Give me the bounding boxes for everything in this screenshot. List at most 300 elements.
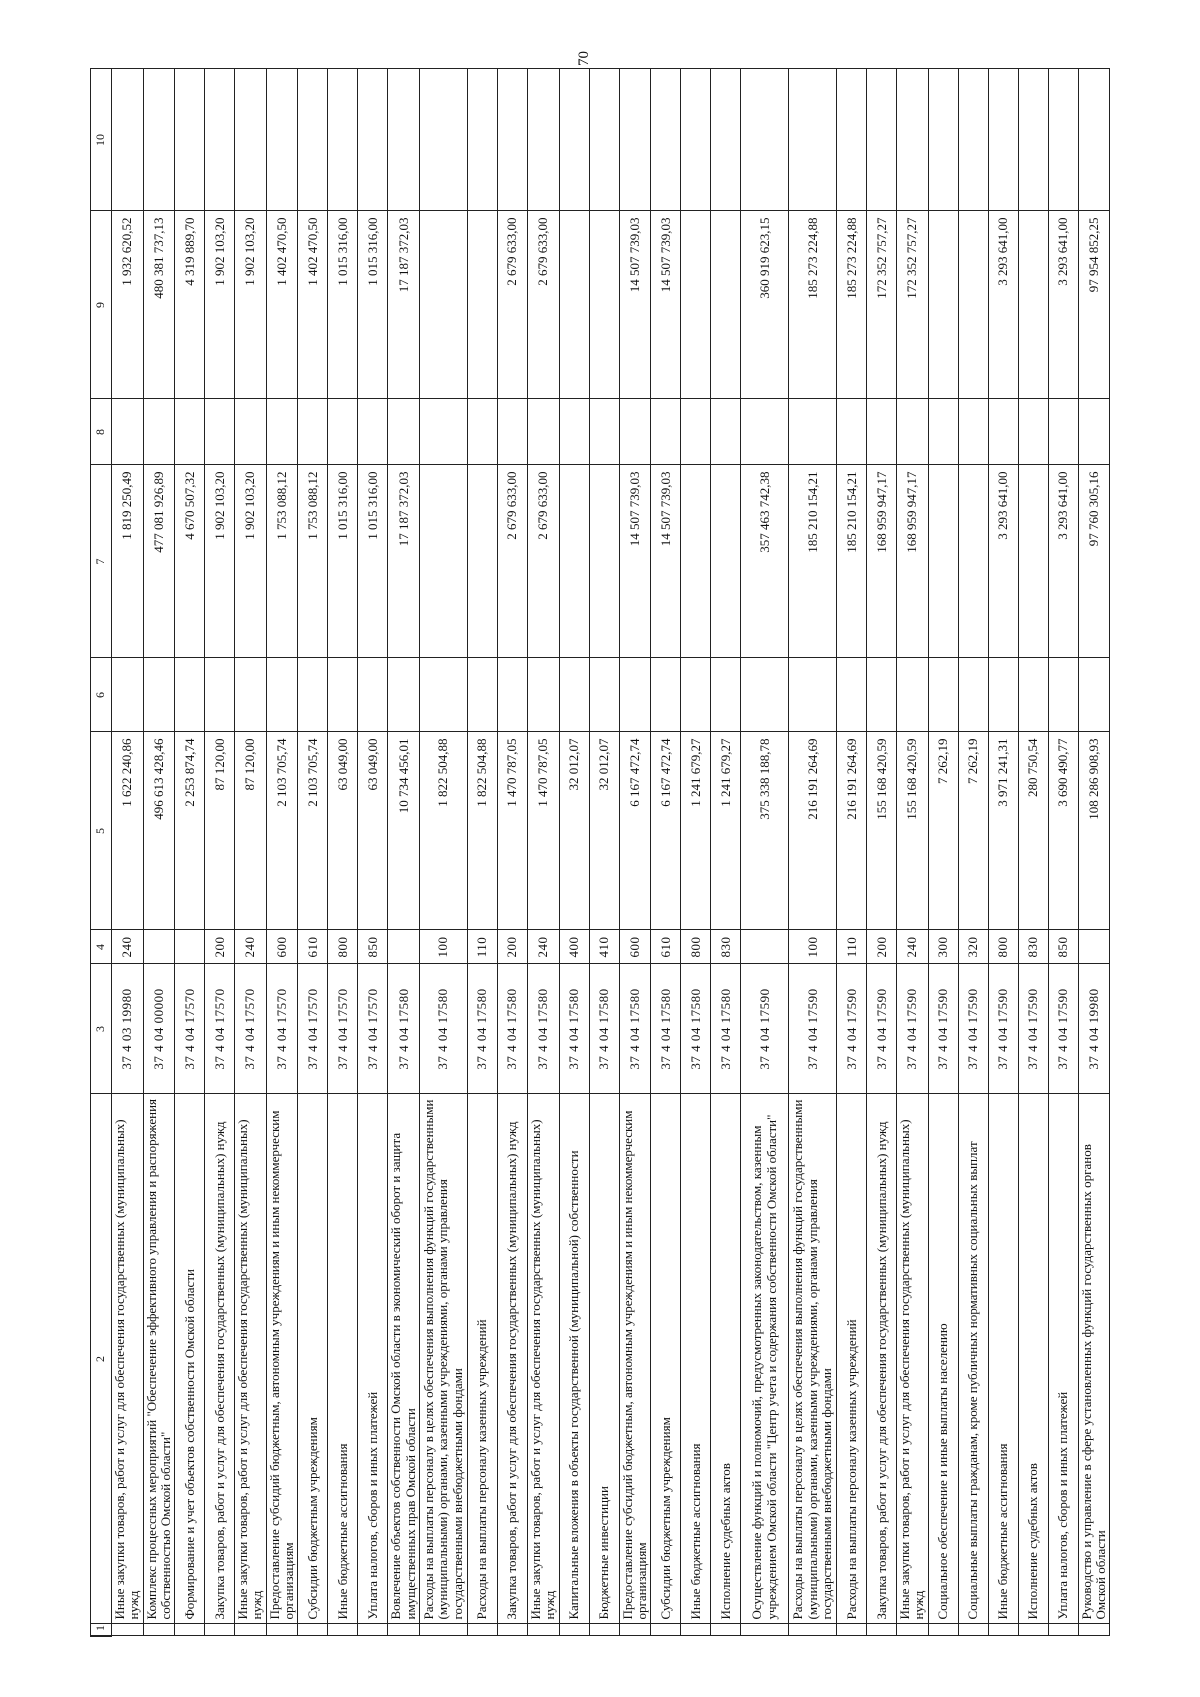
table-row: [467, 69, 497, 1636]
col-header-7: 7: [91, 465, 112, 658]
row-col7-cell: [419, 465, 467, 658]
row-col9-cell: [958, 211, 988, 399]
row-type-code-cell: 850: [1048, 930, 1078, 964]
row-col8-cell: [419, 399, 467, 465]
row-index-cell: [681, 1624, 711, 1636]
row-code-cell: 37 4 04 17580: [497, 964, 527, 1094]
row-type-code-cell: 830: [711, 930, 741, 964]
row-col7-cell: 2 679 633,00: [527, 465, 559, 658]
row-col6-cell: [789, 658, 837, 732]
row-col5-cell: 3 690 490,77: [1048, 732, 1078, 930]
row-col8-cell: [175, 399, 205, 465]
table-row: [266, 69, 298, 1636]
row-index-cell: [497, 1624, 527, 1636]
row-col6-cell: [143, 658, 175, 732]
row-name-cell: Вовлечение объектов собственности Омской области в экономический оборот и защита имущественных прав Омской области: [388, 1094, 420, 1624]
row-code-cell: 37 4 04 19980: [1078, 964, 1110, 1094]
row-col9-cell: 4 319 889,70: [175, 211, 205, 399]
row-code-cell: 37 4 04 17590: [789, 964, 837, 1094]
row-index-cell: [589, 1624, 619, 1636]
row-col8-cell: [1048, 399, 1078, 465]
row-index-cell: [266, 1624, 298, 1636]
row-col9-cell: 14 507 739,03: [619, 211, 651, 399]
row-col10-cell: [837, 69, 867, 211]
table-row: [112, 69, 144, 1636]
row-index-cell: [175, 1624, 205, 1636]
row-index-cell: [1078, 1624, 1110, 1636]
row-type-code-cell: 400: [559, 930, 589, 964]
row-col7-cell: 14 507 739,03: [651, 465, 681, 658]
row-col7-cell: 4 670 507,32: [175, 465, 205, 658]
row-col10-cell: [789, 69, 837, 211]
row-col9-cell: 2 679 633,00: [497, 211, 527, 399]
row-col9-cell: 17 187 372,03: [388, 211, 420, 399]
row-col6-cell: [298, 658, 328, 732]
row-col9-cell: [1018, 211, 1048, 399]
budget-table-page: [90, 70, 1158, 1637]
row-code-cell: 37 4 04 17570: [298, 964, 328, 1094]
row-name-cell: Исполнение судебных актов: [1018, 1094, 1048, 1624]
row-col9-cell: 1 932 620,52: [112, 211, 144, 399]
row-col9-cell: 3 293 641,00: [988, 211, 1018, 399]
row-col5-cell: 3 971 241,31: [988, 732, 1018, 930]
row-col10-cell: [867, 69, 897, 211]
table-row: [328, 69, 358, 1636]
row-col10-cell: [527, 69, 559, 211]
row-col5-cell: 375 338 188,78: [741, 732, 789, 930]
row-col9-cell: 480 381 737,13: [143, 211, 175, 399]
row-col10-cell: [112, 69, 144, 211]
row-index-cell: [619, 1624, 651, 1636]
row-col5-cell: 32 012,07: [559, 732, 589, 930]
row-col8-cell: [589, 399, 619, 465]
row-name-cell: Руководство и управление в сфере установленных функций государственных органов Омской области: [1078, 1094, 1110, 1624]
row-index-cell: [928, 1624, 958, 1636]
row-col7-cell: 1 753 088,12: [266, 465, 298, 658]
row-type-code-cell: [1078, 930, 1110, 964]
row-index-cell: [467, 1624, 497, 1636]
row-type-code-cell: 240: [235, 930, 267, 964]
row-index-cell: [651, 1624, 681, 1636]
row-col8-cell: [358, 399, 388, 465]
row-col8-cell: [867, 399, 897, 465]
row-col5-cell: 216 191 264,69: [789, 732, 837, 930]
col-header-6: 6: [91, 658, 112, 732]
row-col9-cell: 14 507 739,03: [651, 211, 681, 399]
row-col10-cell: [651, 69, 681, 211]
row-col8-cell: [235, 399, 267, 465]
row-col6-cell: [527, 658, 559, 732]
row-col8-cell: [897, 399, 929, 465]
row-col8-cell: [298, 399, 328, 465]
table-row: [205, 69, 235, 1636]
row-code-cell: 37 4 04 17580: [589, 964, 619, 1094]
row-type-code-cell: [143, 930, 175, 964]
row-col5-cell: 6 167 472,74: [619, 732, 651, 930]
col-header-3: 3: [91, 964, 112, 1094]
row-col6-cell: [205, 658, 235, 732]
row-name-cell: Расходы на выплаты персоналу в целях обеспечения выполнения функций государственными (муниципальными) органами, казенными учреждениями, органами управления государственными внебюджетными фондами: [419, 1094, 467, 1624]
row-type-code-cell: 300: [928, 930, 958, 964]
row-col6-cell: [589, 658, 619, 732]
row-type-code-cell: 600: [619, 930, 651, 964]
col-header-8: 8: [91, 399, 112, 465]
row-col7-cell: 2 679 633,00: [497, 465, 527, 658]
row-name-cell: Иные бюджетные ассигнования: [988, 1094, 1018, 1624]
table-row: [651, 69, 681, 1636]
row-code-cell: 37 4 04 17580: [419, 964, 467, 1094]
row-name-cell: Закупка товаров, работ и услуг для обеспечения государственных (муниципальных) нужд: [867, 1094, 897, 1624]
row-col5-cell: 63 049,00: [358, 732, 388, 930]
row-col5-cell: 7 262,19: [928, 732, 958, 930]
row-code-cell: 37 4 04 17590: [837, 964, 867, 1094]
row-name-cell: Комплекс процессных мероприятий "Обеспечение эффективного управления и распоряжения собственностью Омской области": [143, 1094, 175, 1624]
row-col10-cell: [741, 69, 789, 211]
row-col7-cell: 3 293 641,00: [1048, 465, 1078, 658]
col-header-5: 5: [91, 732, 112, 930]
row-index-cell: [235, 1624, 267, 1636]
row-col7-cell: [928, 465, 958, 658]
row-code-cell: 37 4 04 17590: [741, 964, 789, 1094]
row-col5-cell: 155 168 420,59: [897, 732, 929, 930]
row-col9-cell: 1 015 316,00: [328, 211, 358, 399]
row-name-cell: Иные закупки товаров, работ и услуг для обеспечения государственных (муниципальных) нужд: [897, 1094, 929, 1624]
row-col7-cell: 1 015 316,00: [358, 465, 388, 658]
row-type-code-cell: 240: [897, 930, 929, 964]
row-index-cell: [789, 1624, 837, 1636]
row-col10-cell: [928, 69, 958, 211]
row-code-cell: 37 4 04 17580: [559, 964, 589, 1094]
table-row: [619, 69, 651, 1636]
row-col9-cell: 185 273 224,88: [789, 211, 837, 399]
row-col7-cell: 168 959 947,17: [867, 465, 897, 658]
row-type-code-cell: 110: [467, 930, 497, 964]
row-type-code-cell: 410: [589, 930, 619, 964]
table-row: [235, 69, 267, 1636]
row-name-cell: Капитальные вложения в объекты государственной (муниципальной) собственности: [559, 1094, 589, 1624]
row-code-cell: 37 4 04 17590: [897, 964, 929, 1094]
table-row: [789, 69, 837, 1636]
row-col9-cell: 172 352 757,27: [867, 211, 897, 399]
row-col6-cell: [112, 658, 144, 732]
row-col5-cell: 280 750,54: [1018, 732, 1048, 930]
col-header-1: 1: [91, 1624, 112, 1636]
column-number-row: [91, 69, 112, 1636]
row-col5-cell: 108 286 908,93: [1078, 732, 1110, 930]
row-col6-cell: [1018, 658, 1048, 732]
row-type-code-cell: 240: [527, 930, 559, 964]
row-col10-cell: [388, 69, 420, 211]
row-col6-cell: [1048, 658, 1078, 732]
row-type-code-cell: [741, 930, 789, 964]
row-col5-cell: 1 470 787,05: [497, 732, 527, 930]
row-col8-cell: [143, 399, 175, 465]
table-row: [1048, 69, 1078, 1636]
row-code-cell: 37 4 04 17580: [527, 964, 559, 1094]
row-name-cell: Социальное обеспечение и иные выплаты населению: [928, 1094, 958, 1624]
table-row: [711, 69, 741, 1636]
row-index-cell: [1018, 1624, 1048, 1636]
row-col5-cell: 63 049,00: [328, 732, 358, 930]
row-type-code-cell: [175, 930, 205, 964]
row-col9-cell: 1 402 470,50: [298, 211, 328, 399]
row-code-cell: 37 4 04 17590: [958, 964, 988, 1094]
row-col7-cell: 3 293 641,00: [988, 465, 1018, 658]
row-col5-cell: 1 822 504,88: [467, 732, 497, 930]
row-col10-cell: [175, 69, 205, 211]
row-col6-cell: [897, 658, 929, 732]
row-col5-cell: 1 241 679,27: [681, 732, 711, 930]
row-code-cell: 37 4 04 00000: [143, 964, 175, 1094]
row-col10-cell: [1078, 69, 1110, 211]
row-col7-cell: 185 210 154,21: [789, 465, 837, 658]
row-col7-cell: 1 015 316,00: [328, 465, 358, 658]
row-col9-cell: 3 293 641,00: [1048, 211, 1078, 399]
row-col9-cell: [711, 211, 741, 399]
row-type-code-cell: 200: [205, 930, 235, 964]
row-type-code-cell: 830: [1018, 930, 1048, 964]
row-col8-cell: [651, 399, 681, 465]
row-col7-cell: [711, 465, 741, 658]
row-col10-cell: [988, 69, 1018, 211]
row-type-code-cell: [388, 930, 420, 964]
row-col10-cell: [467, 69, 497, 211]
row-col6-cell: [328, 658, 358, 732]
row-index-cell: [358, 1624, 388, 1636]
row-name-cell: Уплата налогов, сборов и иных платежей: [358, 1094, 388, 1624]
row-col6-cell: [175, 658, 205, 732]
row-type-code-cell: 200: [867, 930, 897, 964]
col-header-10: 10: [91, 69, 112, 211]
row-col6-cell: [559, 658, 589, 732]
row-col7-cell: 477 081 926,89: [143, 465, 175, 658]
row-col10-cell: [419, 69, 467, 211]
row-index-cell: [388, 1624, 420, 1636]
row-col5-cell: 2 103 705,74: [298, 732, 328, 930]
row-code-cell: 37 4 04 17570: [328, 964, 358, 1094]
row-col9-cell: 1 902 103,20: [235, 211, 267, 399]
row-name-cell: Субсидии бюджетным учреждениям: [651, 1094, 681, 1624]
row-col5-cell: 32 012,07: [589, 732, 619, 930]
budget-table: [90, 69, 1110, 1638]
row-code-cell: 37 4 04 17580: [619, 964, 651, 1094]
table-row: [988, 69, 1018, 1636]
table-row: [837, 69, 867, 1636]
row-col5-cell: 1 622 240,86: [112, 732, 144, 930]
row-col8-cell: [711, 399, 741, 465]
row-index-cell: [741, 1624, 789, 1636]
row-index-cell: [559, 1624, 589, 1636]
row-col5-cell: 216 191 264,69: [837, 732, 867, 930]
row-col10-cell: [711, 69, 741, 211]
row-col5-cell: 7 262,19: [958, 732, 988, 930]
table-row: [497, 69, 527, 1636]
row-type-code-cell: 320: [958, 930, 988, 964]
row-col7-cell: 97 760 305,16: [1078, 465, 1110, 658]
row-col7-cell: [1018, 465, 1048, 658]
row-name-cell: Бюджетные инвестиции: [589, 1094, 619, 1624]
page-number: 70: [575, 50, 592, 66]
row-col10-cell: [589, 69, 619, 211]
row-index-cell: [958, 1624, 988, 1636]
row-col8-cell: [328, 399, 358, 465]
row-name-cell: Закупка товаров, работ и услуг для обеспечения государственных (муниципальных) нужд: [497, 1094, 527, 1624]
row-col7-cell: 357 463 742,38: [741, 465, 789, 658]
row-index-cell: [328, 1624, 358, 1636]
row-name-cell: Уплата налогов, сборов и иных платежей: [1048, 1094, 1078, 1624]
row-col10-cell: [143, 69, 175, 211]
row-name-cell: Предоставление субсидий бюджетным, автономным учреждениям и иным некоммерческим организациям: [266, 1094, 298, 1624]
row-col6-cell: [837, 658, 867, 732]
row-index-cell: [1048, 1624, 1078, 1636]
row-col8-cell: [205, 399, 235, 465]
row-code-cell: 37 4 04 17570: [175, 964, 205, 1094]
row-col6-cell: [988, 658, 1018, 732]
row-col6-cell: [958, 658, 988, 732]
row-code-cell: 37 4 04 17580: [388, 964, 420, 1094]
row-col7-cell: 14 507 739,03: [619, 465, 651, 658]
row-col6-cell: [266, 658, 298, 732]
row-name-cell: Формирование и учет объектов собственности Омской области: [175, 1094, 205, 1624]
row-col10-cell: [205, 69, 235, 211]
row-col7-cell: 168 959 947,17: [897, 465, 929, 658]
row-name-cell: Расходы на выплаты персоналу в целях обеспечения выполнения функций государственными (муниципальными) органами, казенными учреждениями, органами управления государственными внебюджетными фондами: [789, 1094, 837, 1624]
row-col5-cell: 87 120,00: [205, 732, 235, 930]
table-body: [112, 69, 1110, 1636]
row-code-cell: 37 4 04 17580: [681, 964, 711, 1094]
row-code-cell: 37 4 04 17590: [988, 964, 1018, 1094]
table-row: [388, 69, 420, 1636]
row-col9-cell: [928, 211, 958, 399]
row-type-code-cell: 600: [266, 930, 298, 964]
row-col7-cell: 185 210 154,21: [837, 465, 867, 658]
row-col8-cell: [467, 399, 497, 465]
row-code-cell: 37 4 04 17570: [205, 964, 235, 1094]
row-name-cell: Предоставление субсидий бюджетным, автономным учреждениям и иным некоммерческим организациям: [619, 1094, 651, 1624]
row-col9-cell: [589, 211, 619, 399]
row-index-cell: [205, 1624, 235, 1636]
row-col8-cell: [388, 399, 420, 465]
row-col8-cell: [1078, 399, 1110, 465]
row-col10-cell: [328, 69, 358, 211]
row-col5-cell: 2 253 874,74: [175, 732, 205, 930]
row-code-cell: 37 4 04 17580: [651, 964, 681, 1094]
row-col8-cell: [497, 399, 527, 465]
row-col5-cell: 6 167 472,74: [651, 732, 681, 930]
table-row: [589, 69, 619, 1636]
row-index-cell: [298, 1624, 328, 1636]
row-col5-cell: 1 470 787,05: [527, 732, 559, 930]
table-row: [527, 69, 559, 1636]
row-name-cell: Расходы на выплаты персоналу казенных учреждений: [467, 1094, 497, 1624]
row-col9-cell: 1 402 470,50: [266, 211, 298, 399]
row-col7-cell: 1 819 250,49: [112, 465, 144, 658]
row-index-cell: [711, 1624, 741, 1636]
row-name-cell: Иные бюджетные ассигнования: [328, 1094, 358, 1624]
table-row: [559, 69, 589, 1636]
row-type-code-cell: 800: [328, 930, 358, 964]
row-col8-cell: [958, 399, 988, 465]
row-col9-cell: 360 919 623,15: [741, 211, 789, 399]
row-name-cell: Исполнение судебных актов: [711, 1094, 741, 1624]
table-row: [958, 69, 988, 1636]
row-col8-cell: [741, 399, 789, 465]
row-col5-cell: 87 120,00: [235, 732, 267, 930]
row-col5-cell: 155 168 420,59: [867, 732, 897, 930]
row-col6-cell: [928, 658, 958, 732]
row-col7-cell: [467, 465, 497, 658]
row-col9-cell: 1 015 316,00: [358, 211, 388, 399]
row-col9-cell: 2 679 633,00: [527, 211, 559, 399]
row-col7-cell: 1 902 103,20: [205, 465, 235, 658]
row-col8-cell: [837, 399, 867, 465]
row-index-cell: [837, 1624, 867, 1636]
row-col8-cell: [112, 399, 144, 465]
row-index-cell: [419, 1624, 467, 1636]
row-col10-cell: [1048, 69, 1078, 211]
row-col6-cell: [619, 658, 651, 732]
row-col10-cell: [559, 69, 589, 211]
row-code-cell: 37 4 04 17570: [266, 964, 298, 1094]
row-col7-cell: 1 902 103,20: [235, 465, 267, 658]
col-header-4: 4: [91, 930, 112, 964]
table-row: [419, 69, 467, 1636]
row-col10-cell: [897, 69, 929, 211]
row-col6-cell: [419, 658, 467, 732]
row-col8-cell: [266, 399, 298, 465]
row-code-cell: 37 4 04 17590: [928, 964, 958, 1094]
row-name-cell: Закупка товаров, работ и услуг для обеспечения государственных (муниципальных) нужд: [205, 1094, 235, 1624]
row-type-code-cell: 240: [112, 930, 144, 964]
row-col5-cell: 10 734 456,01: [388, 732, 420, 930]
row-type-code-cell: 100: [419, 930, 467, 964]
row-type-code-cell: 800: [988, 930, 1018, 964]
row-col10-cell: [619, 69, 651, 211]
row-col10-cell: [235, 69, 267, 211]
row-col6-cell: [388, 658, 420, 732]
row-col8-cell: [1018, 399, 1048, 465]
row-col10-cell: [958, 69, 988, 211]
row-col9-cell: 185 273 224,88: [837, 211, 867, 399]
row-type-code-cell: 100: [789, 930, 837, 964]
row-code-cell: 37 4 04 17590: [1018, 964, 1048, 1094]
row-index-cell: [867, 1624, 897, 1636]
table-row: [298, 69, 328, 1636]
row-col8-cell: [681, 399, 711, 465]
row-name-cell: Иные закупки товаров, работ и услуг для обеспечения государственных (муниципальных) нужд: [112, 1094, 144, 1624]
row-col8-cell: [619, 399, 651, 465]
row-col8-cell: [928, 399, 958, 465]
row-col7-cell: [681, 465, 711, 658]
table-row: [143, 69, 175, 1636]
row-type-code-cell: 610: [651, 930, 681, 964]
row-col7-cell: 1 753 088,12: [298, 465, 328, 658]
row-col7-cell: [559, 465, 589, 658]
row-col5-cell: 496 613 428,46: [143, 732, 175, 930]
row-col10-cell: [1018, 69, 1048, 211]
table-row: [681, 69, 711, 1636]
row-col9-cell: [419, 211, 467, 399]
row-code-cell: 37 4 04 17580: [467, 964, 497, 1094]
row-col10-cell: [358, 69, 388, 211]
row-col6-cell: [741, 658, 789, 732]
row-index-cell: [897, 1624, 929, 1636]
row-name-cell: Иные закупки товаров, работ и услуг для обеспечения государственных (муниципальных) нужд: [527, 1094, 559, 1624]
row-col10-cell: [681, 69, 711, 211]
row-col7-cell: 17 187 372,03: [388, 465, 420, 658]
row-code-cell: 37 4 04 17570: [358, 964, 388, 1094]
row-type-code-cell: 850: [358, 930, 388, 964]
